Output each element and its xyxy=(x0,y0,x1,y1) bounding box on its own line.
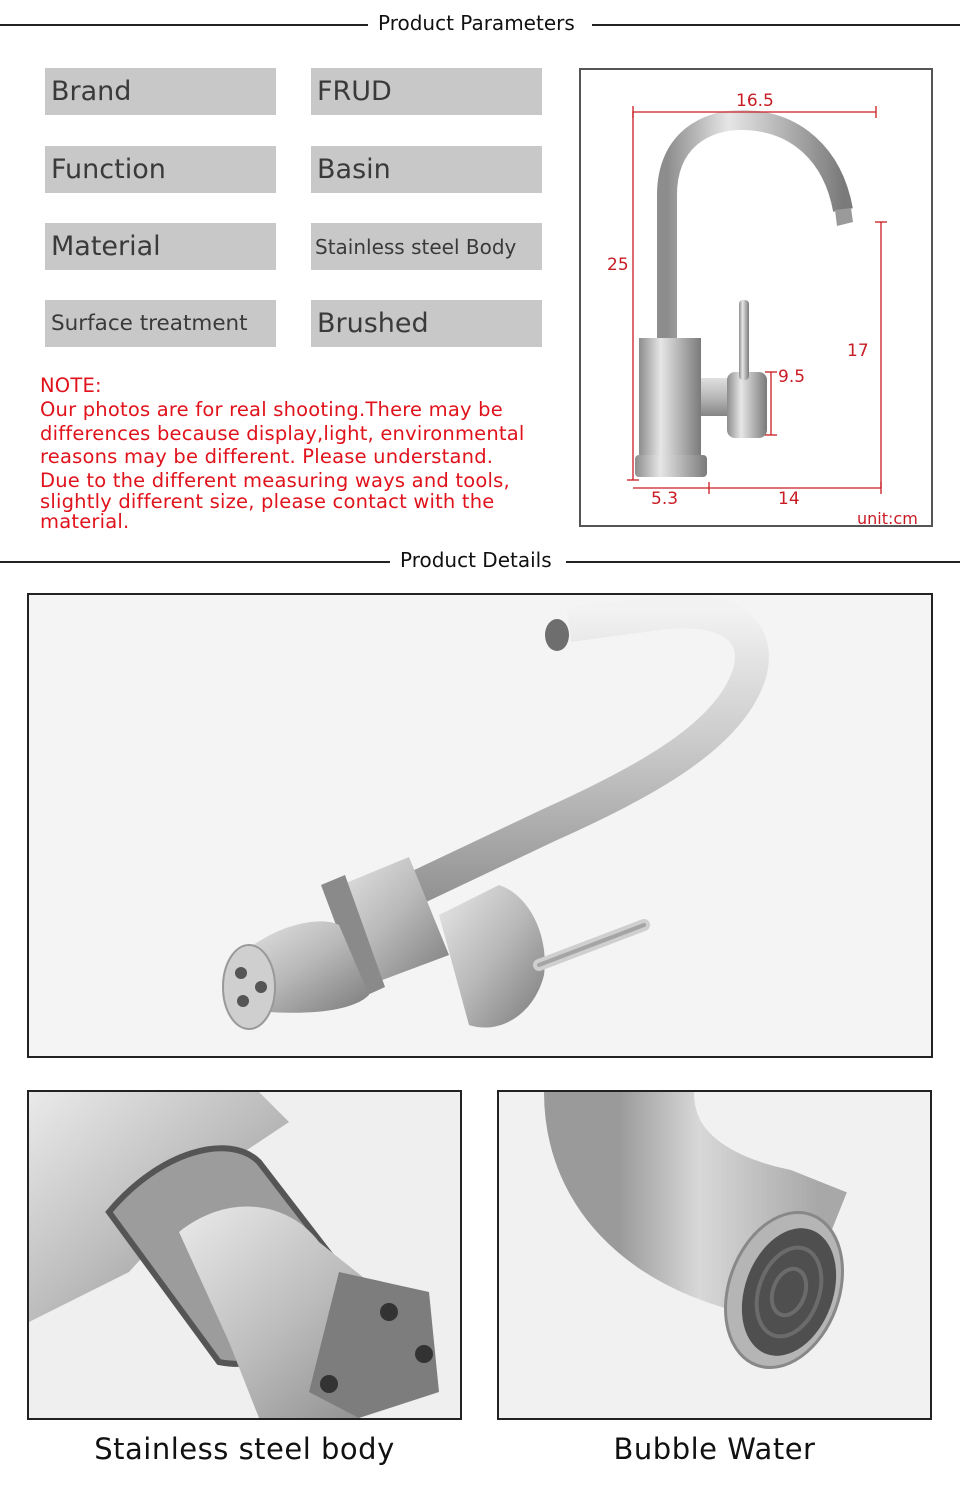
parameters-title: Product Parameters xyxy=(378,11,575,35)
dim-unit: unit:cm xyxy=(857,509,918,525)
param-label-function: Function xyxy=(45,146,276,193)
note-line: slightly different size, please contact with the xyxy=(40,490,495,513)
product-photo-body-closeup xyxy=(27,1090,462,1420)
details-rule-right xyxy=(566,561,960,563)
param-value-material: Stainless steel Body xyxy=(311,223,542,270)
note-line: Due to the different measuring ways and tools, xyxy=(40,469,510,492)
details-rule-left xyxy=(0,561,390,563)
product-photo-aerator-closeup xyxy=(497,1090,932,1420)
parameters-rule-right xyxy=(592,24,960,26)
product-photo-main xyxy=(27,593,933,1058)
note-line: material. xyxy=(40,510,130,533)
note-line: Our photos are for real shooting.There may be xyxy=(40,398,503,421)
steel-body-illustration xyxy=(29,1092,439,1418)
param-label-material: Material xyxy=(45,223,276,270)
param-value-brand: FRUD xyxy=(311,68,542,115)
dim-handle-height: 9.5 xyxy=(778,367,806,387)
param-value-surface: Brushed xyxy=(311,300,542,347)
note-line: differences because display,light, environmental xyxy=(40,422,525,445)
dim-spout-height: 17 xyxy=(847,341,869,361)
caption-stainless-body: Stainless steel body xyxy=(94,1432,395,1466)
param-value-function: Basin xyxy=(311,146,542,193)
faucet-illustration xyxy=(635,120,853,477)
param-label-brand: Brand xyxy=(45,68,276,115)
caption-bubble-water: Bubble Water xyxy=(613,1432,816,1466)
details-title: Product Details xyxy=(400,548,552,572)
faucet-photo-illustration xyxy=(223,611,752,1029)
dim-height-total: 25 xyxy=(607,255,629,275)
parameters-rule-left xyxy=(0,24,368,26)
aerator-illustration xyxy=(619,1092,863,1384)
dim-reach: 14 xyxy=(778,489,800,509)
note-line: reasons may be different. Please understand. xyxy=(40,445,494,468)
param-label-surface: Surface treatment xyxy=(45,300,276,347)
dimension-diagram xyxy=(579,68,933,527)
dim-base-width: 5.3 xyxy=(651,489,679,509)
dim-width-top: 16.5 xyxy=(736,91,774,111)
note-heading: NOTE: xyxy=(40,374,102,397)
